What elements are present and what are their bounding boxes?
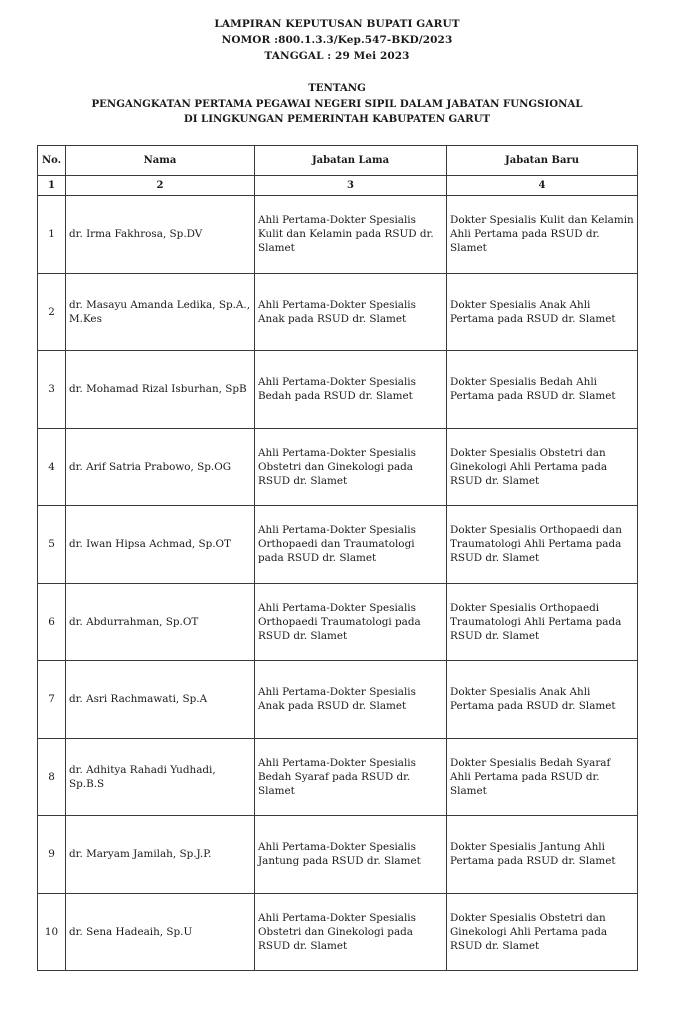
employee-name: dr. Asri Rachmawati, Sp.A <box>66 661 255 739</box>
decree-title: LAMPIRAN KEPUTUSAN BUPATI GARUT <box>214 18 460 30</box>
column-header-nama: Nama <box>66 146 255 176</box>
previous-position: Ahli Pertama-Dokter Spesialis Kulit dan Kelamin pada RSUD dr. Slamet <box>255 196 447 274</box>
table-row <box>38 506 638 584</box>
employee-name: dr. Iwan Hipsa Achmad, Sp.OT <box>66 506 255 584</box>
row-number: 2 <box>38 273 66 351</box>
new-position: Dokter Spesialis Obstetri dan Ginekologi Ahli Pertama pada RSUD dr. Slamet <box>447 428 638 506</box>
column-number: 4 <box>447 176 638 196</box>
subject-label: TENTANG <box>308 82 366 94</box>
table-row <box>38 196 638 274</box>
employee-name: dr. Irma Fakhrosa, Sp.DV <box>66 196 255 274</box>
previous-position: Ahli Pertama-Dokter Spesialis Orthopaedi dan Traumatologi pada RSUD dr. Slamet <box>255 506 447 584</box>
table-row <box>38 738 638 816</box>
previous-position: Ahli Pertama-Dokter Spesialis Bedah pada RSUD dr. Slamet <box>255 351 447 429</box>
new-position: Dokter Spesialis Anak Ahli Pertama pada RSUD dr. Slamet <box>447 273 638 351</box>
row-number: 3 <box>38 351 66 429</box>
column-header-no: No. <box>38 146 66 176</box>
column-header-jabatan-baru: Jabatan Baru <box>447 146 638 176</box>
column-number-row <box>38 176 638 196</box>
row-number: 7 <box>38 661 66 739</box>
table-row <box>38 816 638 894</box>
row-number: 10 <box>38 893 66 971</box>
decree-number: NOMOR :800.1.3.3/Kep.547-BKD/2023 <box>221 34 453 46</box>
decree-subject <box>0 81 674 128</box>
appointment-table <box>37 145 638 971</box>
column-number: 1 <box>38 176 66 196</box>
employee-name: dr. Maryam Jamilah, Sp.J.P. <box>66 816 255 894</box>
employee-name: dr. Arif Satria Prabowo, Sp.OG <box>66 428 255 506</box>
table-row <box>38 351 638 429</box>
employee-name: dr. Abdurrahman, Sp.OT <box>66 583 255 661</box>
new-position: Dokter Spesialis Orthopaedi dan Traumatologi Ahli Pertama pada RSUD dr. Slamet <box>447 506 638 584</box>
row-number: 4 <box>38 428 66 506</box>
subject-title-line1: PENGANGKATAN PERTAMA PEGAWAI NEGERI SIPIL DALAM JABATAN FUNGSIONAL <box>91 97 583 110</box>
column-number: 2 <box>66 176 255 196</box>
row-number: 6 <box>38 583 66 661</box>
table-row <box>38 273 638 351</box>
subject-title-line2: DI LINGKUNGAN PEMERINTAH KABUPATEN GARUT <box>183 113 491 125</box>
previous-position: Ahli Pertama-Dokter Spesialis Obstetri dan Ginekologi pada RSUD dr. Slamet <box>255 893 447 971</box>
new-position: Dokter Spesialis Anak Ahli Pertama pada RSUD dr. Slamet <box>447 661 638 739</box>
row-number: 9 <box>38 816 66 894</box>
new-position: Dokter Spesialis Bedah Ahli Pertama pada RSUD dr. Slamet <box>447 351 638 429</box>
column-header-jabatan-lama: Jabatan Lama <box>255 146 447 176</box>
column-number: 3 <box>255 176 447 196</box>
new-position: Dokter Spesialis Orthopaedi Traumatologi Ahli Pertama pada RSUD dr. Slamet <box>447 583 638 661</box>
previous-position: Ahli Pertama-Dokter Spesialis Anak pada RSUD dr. Slamet <box>255 661 447 739</box>
previous-position: Ahli Pertama-Dokter Spesialis Bedah Syaraf pada RSUD dr. Slamet <box>255 738 447 816</box>
employee-name: dr. Mohamad Rizal Isburhan, SpB <box>66 351 255 429</box>
table-row <box>38 661 638 739</box>
decree-header <box>0 16 674 64</box>
employee-name: dr. Masayu Amanda Ledika, Sp.A., M.Kes <box>66 273 255 351</box>
previous-position: Ahli Pertama-Dokter Spesialis Orthopaedi Traumatologi pada RSUD dr. Slamet <box>255 583 447 661</box>
row-number: 1 <box>38 196 66 274</box>
table-row <box>38 893 638 971</box>
new-position: Dokter Spesialis Jantung Ahli Pertama pada RSUD dr. Slamet <box>447 816 638 894</box>
previous-position: Ahli Pertama-Dokter Spesialis Jantung pada RSUD dr. Slamet <box>255 816 447 894</box>
decree-date: TANGGAL : 29 Mei 2023 <box>264 50 410 62</box>
previous-position: Ahli Pertama-Dokter Spesialis Anak pada RSUD dr. Slamet <box>255 273 447 351</box>
table-header-row <box>38 146 638 176</box>
new-position: Dokter Spesialis Obstetri dan Ginekologi Ahli Pertama pada RSUD dr. Slamet <box>447 893 638 971</box>
employee-name: dr. Sena Hadeaih, Sp.U <box>66 893 255 971</box>
row-number: 5 <box>38 506 66 584</box>
table-row <box>38 428 638 506</box>
previous-position: Ahli Pertama-Dokter Spesialis Obstetri dan Ginekologi pada RSUD dr. Slamet <box>255 428 447 506</box>
table-row <box>38 583 638 661</box>
row-number: 8 <box>38 738 66 816</box>
new-position: Dokter Spesialis Bedah Syaraf Ahli Pertama pada RSUD dr. Slamet <box>447 738 638 816</box>
employee-name: dr. Adhitya Rahadi Yudhadi, Sp.B.S <box>66 738 255 816</box>
new-position: Dokter Spesialis Kulit dan Kelamin Ahli Pertama pada RSUD dr. Slamet <box>447 196 638 274</box>
